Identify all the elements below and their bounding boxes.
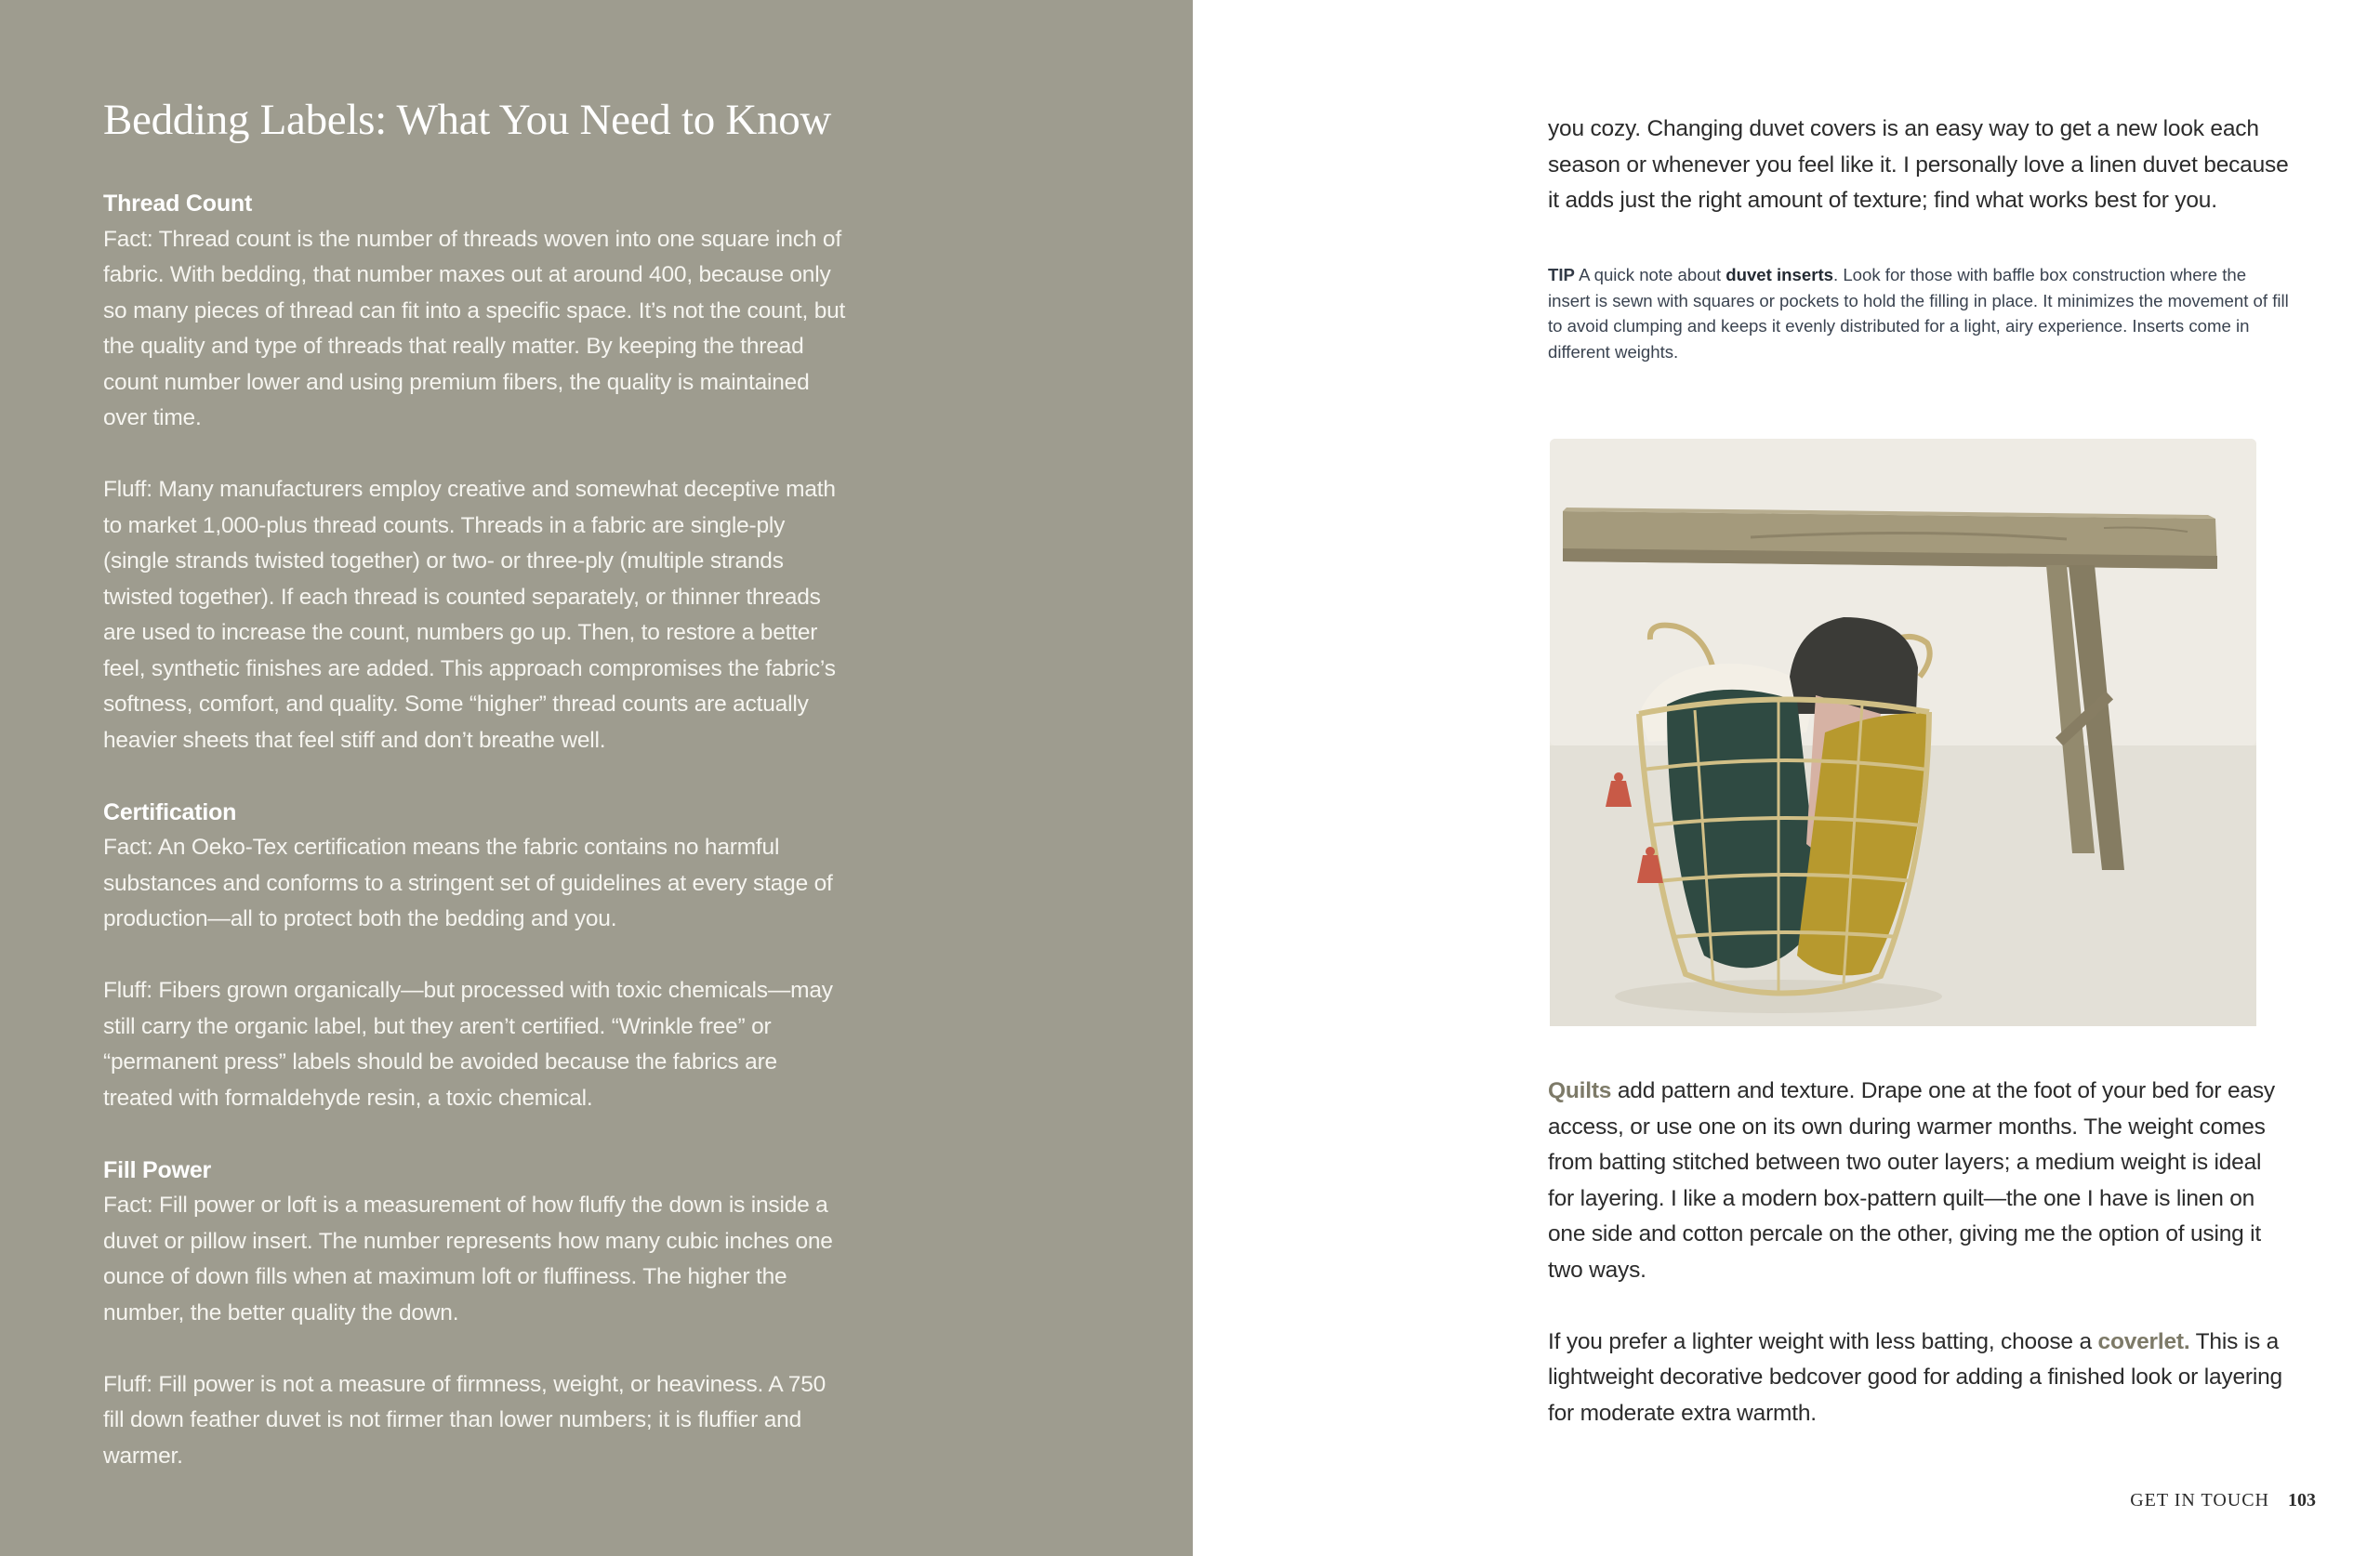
thread-count-fact: Fact: Thread count is the number of threads woven into one square inch of fabric. With bedding, that number maxes out at around 400, because only so many pieces of thread can fit into a specific space. It’s not the count, but the quality and type of threads that really matter. By keeping the thread count number lower and using premium fibers, the quality is maintained over time. xyxy=(103,226,846,430)
page-number: 103 xyxy=(2288,1490,2316,1510)
section-heading-certification: Certification xyxy=(103,798,237,825)
quilts-keyword: Quilts xyxy=(1548,1078,1612,1103)
bench-basket-illustration xyxy=(1546,435,2260,1030)
sidebar-title: Bedding Labels: What You Need to Know xyxy=(103,96,832,144)
quilts-paragraph xyxy=(1548,1074,2292,1288)
intro-paragraph: you cozy. Changing duvet covers is an easy way to get a new look each season or whenever you feel like it. I personally love a linen duvet because it adds just the right amount of texture; find what works best for you. xyxy=(1548,116,2289,213)
certification-fact: Fact: An Oeko-Tex certification means the fabric contains no harmful substances and conforms to a stringent set of guidelines at every stage of production—all to protect both the bedding and you. xyxy=(103,835,833,931)
section-heading-fill-power: Fill Power xyxy=(103,1156,212,1183)
thread-count-fluff: Fluff: Many manufacturers employ creative and somewhat deceptive math to market 1,000-plus thread counts. Threads in a fabric are single-ply (single strands twisted together) or two- or three-ply (multiple strands twisted together). If each thread is counted separately, or thinner threads are used to increase the count, numbers go up. Then, to restore a better feel, synthetic finishes are added. This approach compromises the fabric’s softness, comfort, and quality. Some “higher” thread counts are actually heavier sheets that feel stiff and don’t breathe well. xyxy=(103,477,836,753)
fill-power-fact: Fact: Fill power or loft is a measurement of how fluffy the down is inside a duvet or pillow insert. The number represents how many cubic inches one ounce of down fills when at maximum loft or fluffiness. The higher the number, the better quality the down. xyxy=(103,1193,833,1325)
footer-section-title: GET IN TOUCH xyxy=(2130,1490,2269,1510)
page-footer xyxy=(2130,1490,2316,1511)
quilts-text: add pattern and texture. Drape one at the foot of your bed for easy access, or use one on its own during warmer months. The weight comes from batting stitched between two outer layers; a medium weight is ideal for layering. I like a modern box-pattern quilt—the one I have is linen on one side and cotton percale on the other, giving me the option of using it two ways. xyxy=(1548,1078,2275,1283)
tip-label: TIP xyxy=(1548,265,1575,284)
lower-text-block xyxy=(1548,1074,2292,1468)
coverlet-text-before: If you prefer a lighter weight with less batting, choose a xyxy=(1548,1328,2098,1354)
section-heading-thread-count: Thread Count xyxy=(103,191,253,217)
coverlet-keyword: coverlet. xyxy=(2097,1328,2190,1354)
sidebar-body xyxy=(103,186,847,1474)
coverlet-text-after: This is a lightweight decorative bedcover good for adding a finished look or layering for moderate extra warmth. xyxy=(1548,1328,2282,1426)
intro-paragraph-block xyxy=(1548,112,2292,219)
tip-keyword: duvet inserts xyxy=(1726,265,1833,284)
certification-fluff: Fluff: Fibers grown organically—but processed with toxic chemicals—may still carry the organic label, but they aren’t certified. “Wrinkle free” or “permanent press” labels should be avoided because the fabrics are treated with formaldehyde resin, a toxic chemical. xyxy=(103,978,833,1111)
tip-text-after: . Look for those with baffle box construction where the insert is sewn with squares or pockets to hold the filling in place. It minimizes the movement of fill to avoid clumping and keeps it evenly distributed for a light, airy experience. Inserts come in different weights. xyxy=(1548,265,2289,362)
fill-power-fluff: Fluff: Fill power is not a measure of firmness, weight, or heaviness. A 750 fill down feather duvet is not firmer than lower numbers; it is fluffier and warmer. xyxy=(103,1371,826,1469)
tip-text-before: A quick note about xyxy=(1574,265,1726,284)
tip-box xyxy=(1548,262,2292,364)
coverlet-paragraph xyxy=(1548,1325,2292,1432)
